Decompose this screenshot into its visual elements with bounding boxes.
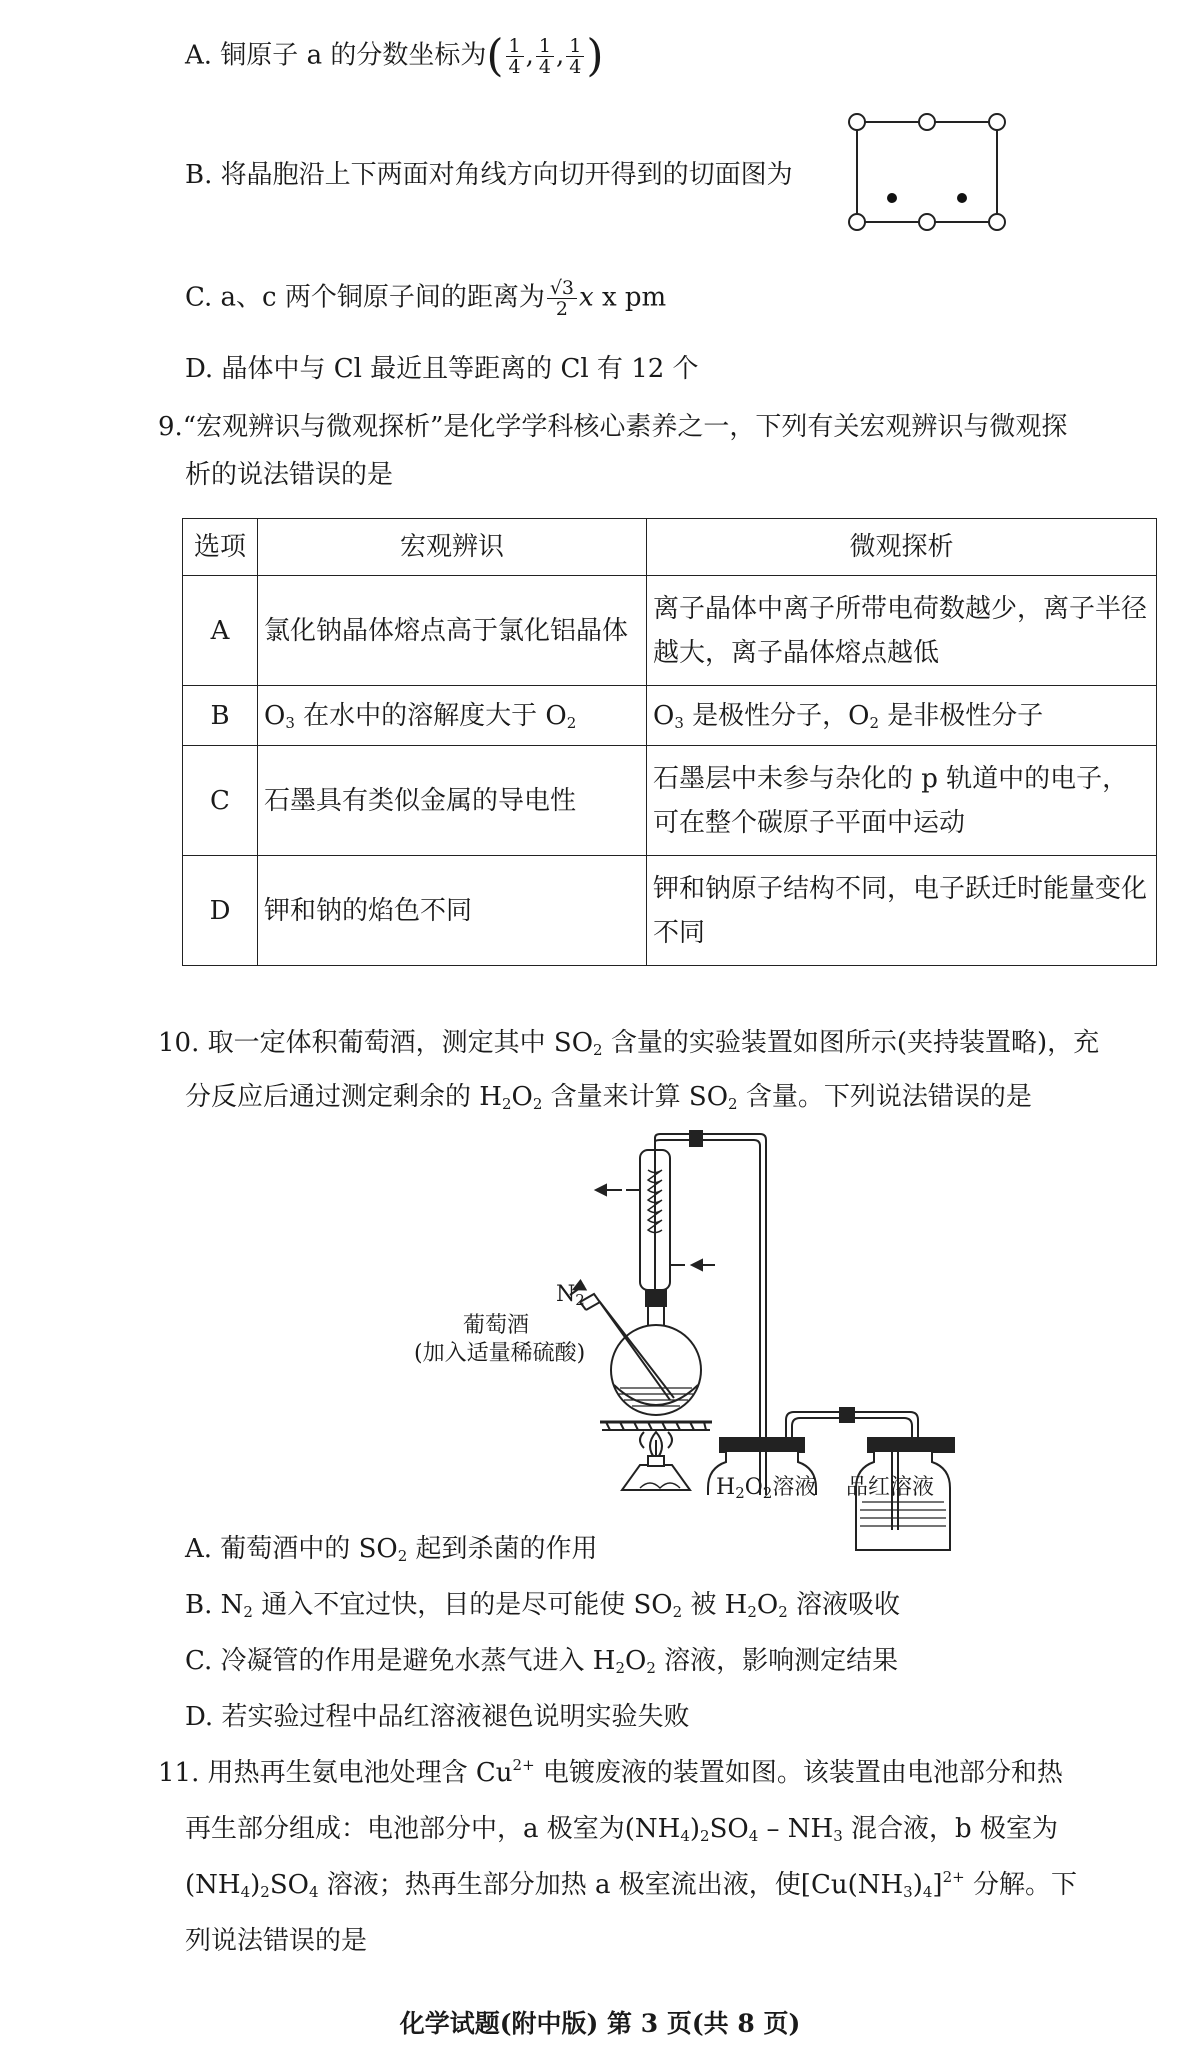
q9-stem-line1: 9.“宏观辨识与微观探析”是化学学科核心素养之一，下列有关宏观辨识与微观探: [158, 412, 1068, 442]
wine-label: 葡萄酒: [463, 1313, 530, 1338]
row-macro: 钾和钠的焰色不同: [258, 856, 647, 966]
header-macro: 宏观辨识: [258, 519, 647, 576]
wine-acid-label: (加入适量稀硫酸): [414, 1341, 586, 1366]
header-micro: 微观探析: [647, 519, 1157, 576]
q8-option-b: B. 将晶胞沿上下两面对角线方向切开得到的切面图为: [185, 160, 793, 190]
row-option: C: [183, 746, 258, 856]
q10-option-c: C. 冷凝管的作用是避免水蒸气进入 $H_2O_2$ 溶液，影响测定结果: [185, 1646, 899, 1677]
pin-red-label: 品红溶液: [846, 1475, 935, 1500]
q10-option-a: A. 葡萄酒中的 $SO_2$ 起到杀菌的作用: [185, 1534, 598, 1565]
q8-option-d: D. 晶体中与 Cl 最近且等距离的 Cl 有 12 个: [185, 354, 699, 384]
row-micro: 钾和钠原子结构不同，电子跃迁时能量变化不同: [647, 856, 1157, 966]
q8-option-c: C. a、c 两个铜原子间的距离为 $\frac{√3}{2}$ x x pm: [185, 277, 667, 320]
row-micro: $O_3$ 是极性分子，$O_2$ 是非极性分子: [647, 686, 1157, 746]
header-option: 选项: [183, 519, 258, 576]
row-option: D: [183, 856, 258, 966]
q10-stem-line1: 10. 取一定体积葡萄酒，测定其中 $SO_2$ 含量的实验装置如图所示(夹持装置略)，充: [158, 1028, 1100, 1059]
table-row: [183, 746, 1157, 856]
table-header-row: [183, 519, 1157, 576]
q10-stem-line2: 分反应后通过测定剩余的 $H_2O_2$ 含量来计算 $SO_2$ 含量。下列说法错误的是: [185, 1082, 1032, 1113]
q11-stem-line4: 列说法错误的是: [185, 1926, 368, 1956]
q10-option-d: D. 若实验过程中品红溶液褪色说明实验失败: [185, 1702, 690, 1732]
q8-option-a: A. 铜原子 a 的分数坐标为( $\frac{1}{4}$ , $\frac{1}{4}$ , $\frac{1}{4}$ ): [185, 30, 604, 82]
row-micro: 离子晶体中离子所带电荷数越少，离子半径越大，离子晶体熔点越低: [647, 576, 1157, 686]
q9-stem-line2: 析的说法错误的是: [185, 460, 394, 490]
q9-table: [182, 518, 1157, 966]
row-macro: 氯化钠晶体熔点高于氯化铝晶体: [258, 576, 647, 686]
table-row: [183, 686, 1157, 746]
row-micro: 石墨层中未参与杂化的 p 轨道中的电子，可在整个碳原子平面中运动: [647, 746, 1157, 856]
row-macro: $O_3$ 在水中的溶解度大于 $O_2$: [258, 686, 647, 746]
n2-label: $N_2$: [556, 1282, 585, 1309]
row-macro: 石墨具有类似金属的导电性: [258, 746, 647, 856]
row-option: B: [183, 686, 258, 746]
q10-option-b: B. $N_2$ 通入不宜过快，目的是尽可能使 $SO_2$ 被 $H_2O_2$ 溶液吸收: [185, 1590, 901, 1621]
q11-stem-line1: 11. 用热再生氨电池处理含 $Cu^{2+}$ 电镀废液的装置如图。该装置由电池部分和热: [158, 1756, 1063, 1788]
h2o2-label: $H_2O_2$溶液: [716, 1475, 817, 1502]
page-footer: 化学试题(附中版) 第 3 页(共 8 页): [399, 2009, 801, 2038]
q11-stem-line2: 再生部分组成：电池部分中，a 极室为$(NH_4)_2SO_4 - NH_3$ 混合液，b 极室为: [185, 1814, 1058, 1845]
cross-section-diagram: [848, 112, 1008, 234]
q11-stem-line3: $(NH_4)_2SO_4$ 溶液；热再生部分加热 a 极室流出液，使$[Cu(NH_3)_4]^{2+}$ 分解。下: [185, 1868, 1077, 1901]
table-row: [183, 856, 1157, 966]
table-row: [183, 576, 1157, 686]
row-option: A: [183, 576, 258, 686]
